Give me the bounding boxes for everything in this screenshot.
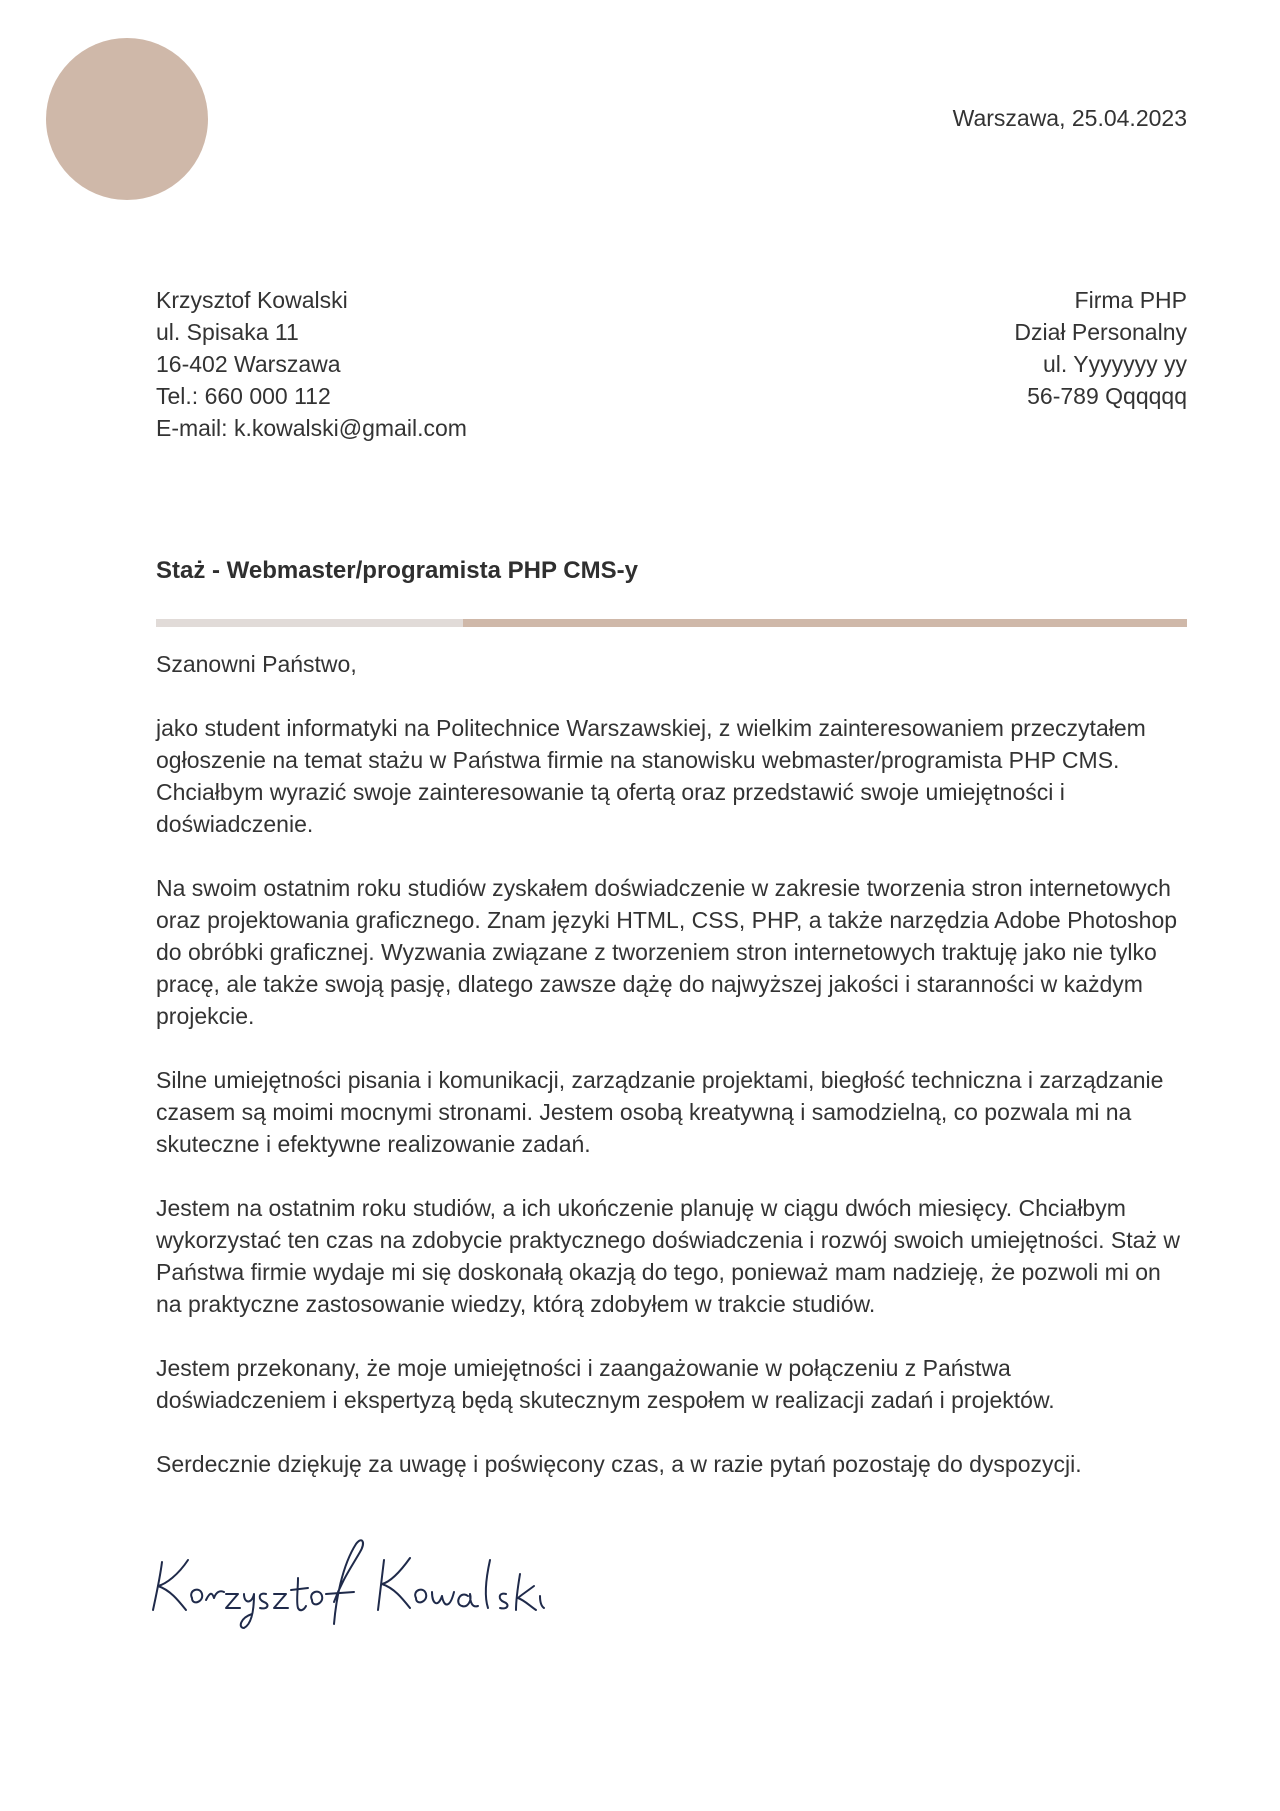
handwritten-signature (148, 1507, 548, 1630)
letter-body (156, 648, 1187, 1512)
salutation: Szanowni Państwo, (156, 651, 357, 677)
sender-email: E-mail: k.kowalski@gmail.com (156, 415, 467, 441)
decorative-circle (46, 38, 208, 200)
paragraph-studies: Jestem na ostatnim roku studiów, a ich ukończenie planuję w ciągu dwóch miesięcy. Chciałbym wykorzystać ten czas na zdobycie praktycznego doświadczenia i rozwój swoich umiejętności. Staż w Państwa firmie wydaje mi się doskonałą okazją do tego, ponieważ mam nadzieję, że pozwoli mi on na praktyczne zastosowanie wiedzy, którą zdobyłem w trakcie studiów. (156, 1195, 1180, 1317)
recipient-company: Firma PHP (1074, 287, 1187, 313)
accent-divider (156, 619, 1187, 627)
signature-text: Korzysztof Kowalski (148, 1507, 291, 1524)
subject-title: Staż - Webmaster/programista PHP CMS-y (156, 557, 638, 584)
sender-address (156, 284, 467, 444)
date-line: Warszawa, 25.04.2023 (952, 105, 1187, 131)
recipient-city: 56-789 Qqqqqq (1027, 383, 1187, 409)
sender-name: Krzysztof Kowalski (156, 287, 348, 313)
divider-light-segment (156, 619, 463, 627)
paragraph-closing: Serdecznie dziękuję za uwagę i poświęcony czas, a w razie pytań pozostaję do dyspozycji. (156, 1451, 1082, 1477)
paragraph-experience: Na swoim ostatnim roku studiów zyskałem doświadczenie w zakresie tworzenia stron internetowych oraz projektowania graficznego. Znam języki HTML, CSS, PHP, a także narzędzia Adobe Photoshop do obróbki graficznej. Wyzwania związane z tworzeniem stron internetowych traktuję jako nie tylko pracę, ale także swoją pasję, dlatego zawsze dążę do najwyższej jakości i staranności w każdym projekcie. (156, 875, 1178, 1029)
sender-phone: Tel.: 660 000 112 (156, 383, 331, 409)
sender-city: 16-402 Warszawa (156, 351, 341, 377)
recipient-department: Dział Personalny (1014, 319, 1187, 345)
divider-accent-segment (463, 619, 1187, 627)
recipient-street: ul. Yyyyyyy yy (1043, 351, 1187, 377)
sender-street: ul. Spisaka 11 (156, 319, 299, 345)
recipient-address (1014, 284, 1187, 412)
paragraph-skills: Silne umiejętności pisania i komunikacji, zarządzanie projektami, biegłość techniczna i zarządzanie czasem są moimi mocnymi stronami. Jestem osobą kreatywną i samodzielną, co pozwala mi na skuteczne i efektywne realizowanie zadań. (156, 1067, 1164, 1157)
paragraph-conviction: Jestem przekonany, że moje umiejętności i zaangażowanie w połączeniu z Państwa doświadczeniem i ekspertyzą będą skutecznym zespołem w realizacji zadań i projektów. (156, 1355, 1055, 1413)
paragraph-intro: jako student informatyki na Politechnice Warszawskiej, z wielkim zainteresowaniem przeczytałem ogłoszenie na temat stażu w Państwa firmie na stanowisku webmaster/programista PHP CMS. Chciałbym wyrazić swoje zainteresowanie tą ofertą oraz przedstawić swoje umiejętności i doświadczenie. (156, 715, 1146, 837)
